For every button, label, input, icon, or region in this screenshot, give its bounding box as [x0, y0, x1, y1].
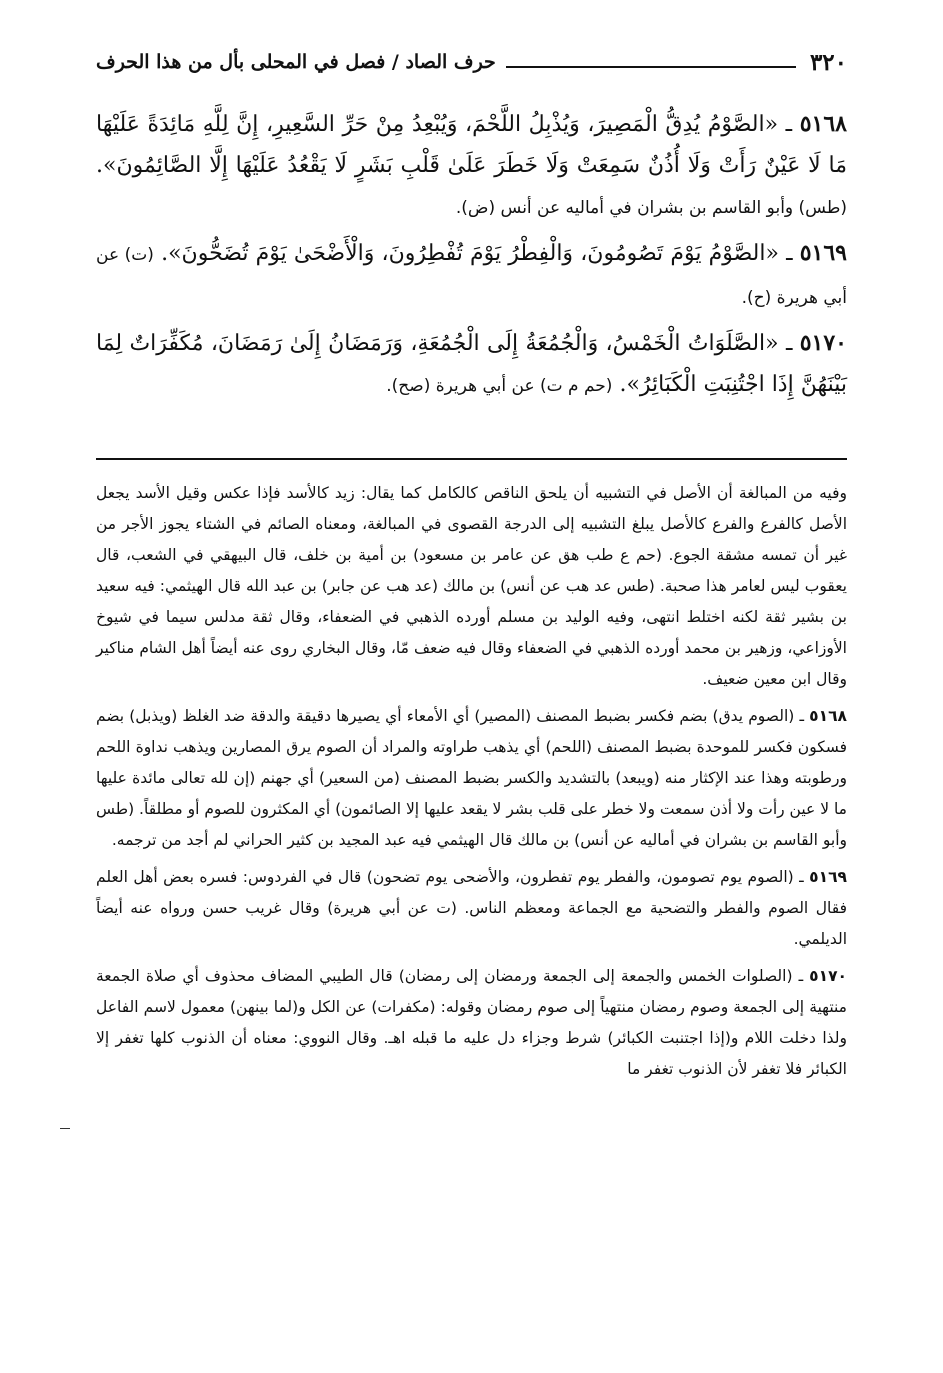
- hadith-dash: ـ: [778, 331, 793, 356]
- hadith-number: ٥١٦٨: [799, 111, 847, 137]
- margin-mark: [60, 1128, 70, 1129]
- page-header: [96, 44, 847, 80]
- commentary-dash: ـ: [793, 868, 804, 886]
- hadith-5170: [96, 323, 847, 407]
- commentary-text: (الصوم يدق) بضم فكسر بضبط المصنف (المصير) أي الأمعاء أي يصيرها دقيقة والدقة ضد الغلظ (ويذبل) بضم فسكون فكسر للموحدة بضبط المصنف (اللحم) أي يذهب طراوته والمراد أن الصوم يرق المصارين ويذهب نداوة اللحم ورطوبته وهذا عند الإكثار منه (ويبعد) بالتشديد والكسر بضبط المصنف (من السعير) أي جهنم (إن لله تعالى مائدة عليها ما لا عين رأت ولا أذن سمعت ولا خطر على قلب بشر لا يقعد عليها إلا الصائمون) أي المكثرون للصوم أو مطلقاً. (طس وأبو القاسم بن بشران في أماليه عن أنس) بن مالك قال الهيثمي فيه عبد المجيد بن كثير الحراني لم أجد من ترجمه.: [95, 707, 847, 849]
- commentary-dash: ـ: [794, 707, 805, 725]
- hadith-text: «الصَّوْمُ يُدِقُّ الْمَصِيرَ، وَيُذْبِلُ اللَّحْمَ، وَيُبْعِدُ مِنْ حَرِّ السَّعِيرِ، إِنَّ لِلَّهِ مَائِدَةً عَلَيْهَا مَا لَا عَيْنٌ رَأَتْ وَلَا أُذُنٌ سَمِعَتْ وَلَا خَطَرَ عَلَىٰ قَلْبِ بَشَرٍ لَا يَقْعُدُ عَلَيْهَا إِلَّا الصَّائِمُونَ».: [96, 112, 847, 178]
- commentary-number: ٥١٦٨: [809, 707, 847, 725]
- hadith-text: «الصَّلَوَاتُ الْخَمْسُ، وَالْجُمُعَةُ إِلَى الْجُمُعَةِ، وَرَمَضَانُ إِلَىٰ رَمَضَانَ، مُكَفِّرَاتٌ لِمَا بَيْنَهُنَّ إِذَا اجْتُنِبَتِ الْكَبَائِرُ».: [96, 331, 847, 397]
- commentary-number: ٥١٧٠: [809, 967, 848, 985]
- hadith-text: «الصَّوْمُ يَوْمَ تَصُومُونَ، وَالْفِطْرُ يَوْمَ تُفْطِرُونَ، وَالْأَضْحَىٰ يَوْمَ تُضَحُّونَ».: [161, 241, 779, 266]
- footnote-separator: [96, 458, 847, 460]
- commentary-text: (الصوم يوم تصومون، والفطر يوم تفطرون، والأضحى يوم تضحون) قال في الفردوس: فسره بعض أهل العلم فقال الصوم والفطر والتضحية مع الجماعة ومعظم الناس. (ت عن أبي هريرة) وقال غريب حسن ورواه عنه أيضاً الديلمي.: [96, 868, 847, 948]
- hadith-text-block: [96, 104, 847, 411]
- page-number: ٣٢٠: [809, 48, 847, 76]
- hadith-source: (طس) وأبو القاسم بن بشران في أماليه عن أنس (ض).: [455, 198, 847, 218]
- commentary-paragraph: [96, 961, 847, 1085]
- hadith-dash: ـ: [778, 241, 793, 266]
- commentary-paragraph: [96, 701, 847, 856]
- header-rule: [506, 66, 796, 68]
- hadith-number: ٥١٧٠: [799, 330, 847, 356]
- commentary-text: (الصلوات الخمس والجمعة إلى الجمعة ورمضان إلى رمضان) قال الطيبي المضاف محذوف أي صلاة الجمعة منتهية إلى الجمعة وصوم رمضان منتهياً إلى صوم رمضان وقوله: (مكفرات) عن الكل و(لما بينهن) معمول لاسم الفاعل ولذا دخلت اللام و(إذا اجتنبت الكبائر) شرط وجزاء دل عليه ما قبله اهـ. وقال النووي: معناه أن الذنوب كلها تغفر إلا الكبائر فلا تغفر لأن الذنوب تغفر ما: [96, 967, 847, 1078]
- commentary-paragraph: [96, 478, 847, 695]
- commentary-block: [96, 478, 847, 1091]
- hadith-source: (حم م ت) عن أبي هريرة (صح).: [386, 376, 613, 396]
- commentary-dash: ـ: [792, 967, 804, 985]
- hadith-5169: [96, 233, 847, 319]
- running-title: حرف الصاد / فصل في المحلى بأل من هذا الحرف: [96, 51, 496, 73]
- commentary-text: وفيه من المبالغة أن الأصل في التشبيه أن يلحق الناقص كالكامل كما يقال: زيد كالأسد فإذا عكس وقيل الأسد يجعل الأصل كالفرع والفرع كالأصل يبلغ التشبيه إلى الدرجة القصوى في المبالغة، ومعناه الصائم في الشتاء يجوز الأجر من غير أن تمسه مشقة الجوع. (حم ع طب هق عن عامر بن مسعود) بن أمية بن خلف، قال البيهقي في الشعب، قال يعقوب ليس لعامر هذا صحبة. (طس عد هب عن أنس) بن مالك (عد هب عن جابر) بن عبد الله قال الهيثمي: فيه سعيد بن بشير ثقة لكنه اختلط انتهى، وفيه الوليد بن مسلم أورده الذهبي في الضعفاء، وقال ثقة مدلس سيما في شيوخ الأوزاعي، وزهير بن محمد أورده الذهبي في الضعفاء وقال فيه ضعف مّا، وقال البخاري روى عنه أيضاً أهل الشام مناكير وقال ابن معين ضعيف.: [96, 484, 847, 688]
- hadith-dash: ـ: [778, 112, 793, 137]
- commentary-paragraph: [96, 862, 847, 955]
- commentary-number: ٥١٦٩: [809, 868, 847, 886]
- hadith-number: ٥١٦٩: [799, 240, 847, 266]
- hadith-5168: [96, 104, 847, 229]
- hadith-source: (ت) عن أبي هريرة (ح).: [96, 245, 847, 308]
